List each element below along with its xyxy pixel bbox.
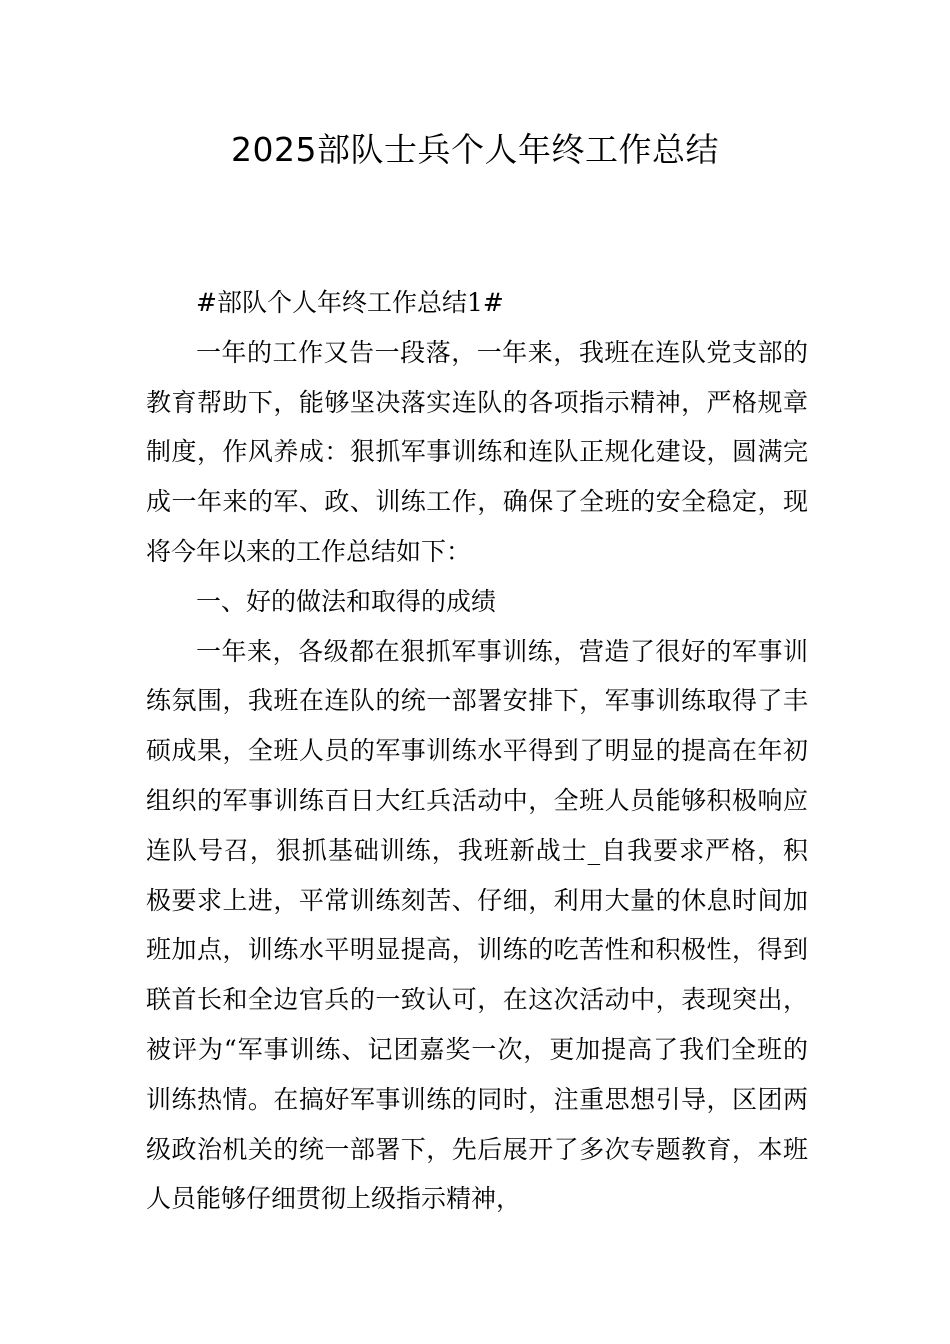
document-title: 2025部队士兵个人年终工作总结: [231, 130, 719, 169]
section-marker: #部队个人年终工作总结1#: [196, 288, 504, 317]
body-paragraph: 一年来，各级都在狠抓军事训练，营造了很好的军事训练氛围，我班在连队的统一部署安排下，军事训练取得了丰硕成果，全班人员的军事训练水平得到了明显的提高在年初组织的军事训练百日大红兵活动中，全班人员能够积极响应连队号召，狠抓基础训练，我班新战士_自我要求严格，积极要求上进，平常训练刻苦、仔细，利用大量的休息时间加班加点，训练水平明显提高，训练的吃苦性和积极性，得到联首长和全边官兵的一致认可，在这次活动中，表现突出，被评为“军事训练、记团嘉奖一次，更加提高了我们全班的训练热情。在搞好军事训练的同时，注重思想引导，区团两级政治机关的统一部署下，先后展开了多次专题教育，本班人员能够仔细贯彻上级指示精神，: [146, 636, 808, 1214]
document-body: [146, 278, 808, 1224]
intro-paragraph: 一年的工作又告一段落，一年来，我班在连队党支部的教育帮助下，能够坚决落实连队的各项指示精神，严格规章制度，作风养成：狠抓军事训练和连队正规化建设，圆满完成一年来的军、政、训练工作，确保了全班的安全稳定，现将今年以来的工作总结如下：: [146, 337, 808, 566]
section-heading: 一、好的做法和取得的成绩: [196, 586, 497, 616]
